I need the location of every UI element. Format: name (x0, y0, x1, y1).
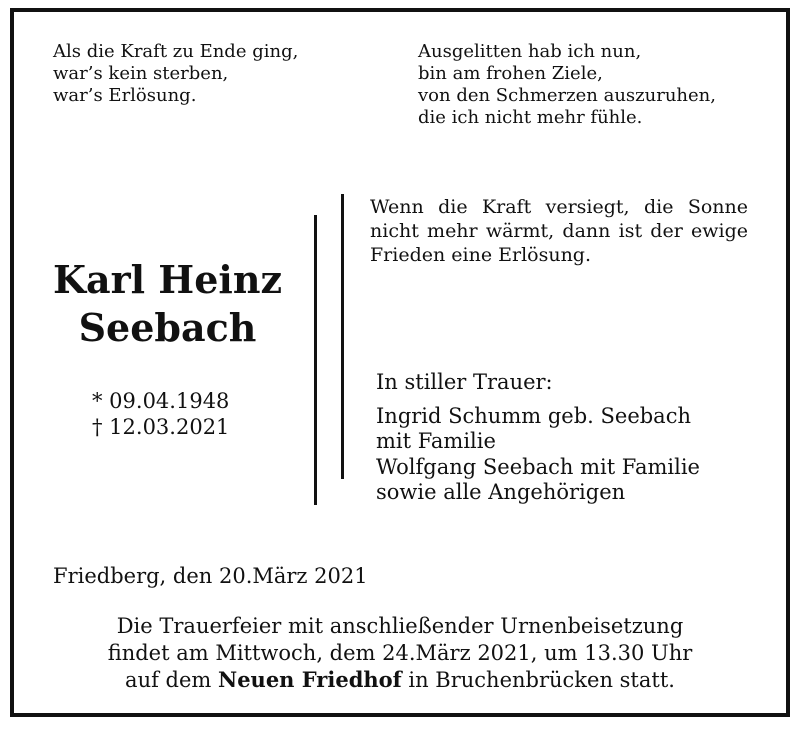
funeral-text-pre: auf dem (125, 668, 218, 692)
quote-text: Wenn die Kraft versiegt, die Sonne nicht mehr wärmt, dann ist der ewige Frieden eine Erlösung. (370, 196, 748, 266)
funeral-line-1: Die Trauerfeier mit anschließender Urnenbeisetzung (116, 614, 684, 638)
funeral-line-2: findet am Mittwoch, dem 24.März 2021, um 13.30 Uhr (107, 641, 693, 665)
mourner-line: Ingrid Schumm geb. Seebach (376, 404, 691, 428)
poem-right: Ausgelitten hab ich nun, bin am frohen Ziele, von den Schmerzen auszuruhen, die ich nicht mehr fühle. (418, 41, 716, 128)
death-date: † 12.03.2021 (92, 415, 230, 439)
divider-line-left (314, 215, 317, 505)
funeral-text-post: in Bruchenbrücken statt. (401, 668, 675, 692)
mourners-heading: In stiller Trauer: (376, 370, 553, 394)
mourner-line: Wolfgang Seebach mit Familie (376, 455, 700, 479)
cemetery-name: Neuen Friedhof (218, 667, 402, 692)
divider-line-right (341, 194, 344, 479)
birth-date: * 09.04.1948 (92, 389, 230, 413)
deceased-last-name: Seebach (78, 305, 257, 350)
deceased-first-name: Karl Heinz (52, 257, 283, 302)
mourner-line: mit Familie (376, 429, 496, 453)
funeral-line-3 (20, 666, 780, 694)
place-and-date: Friedberg, den 20.März 2021 (53, 564, 368, 588)
mourner-line: sowie alle Angehörigen (376, 480, 626, 504)
poem-left: Als die Kraft zu Ende ging, war’s kein sterben, war’s Erlösung. (53, 41, 299, 106)
